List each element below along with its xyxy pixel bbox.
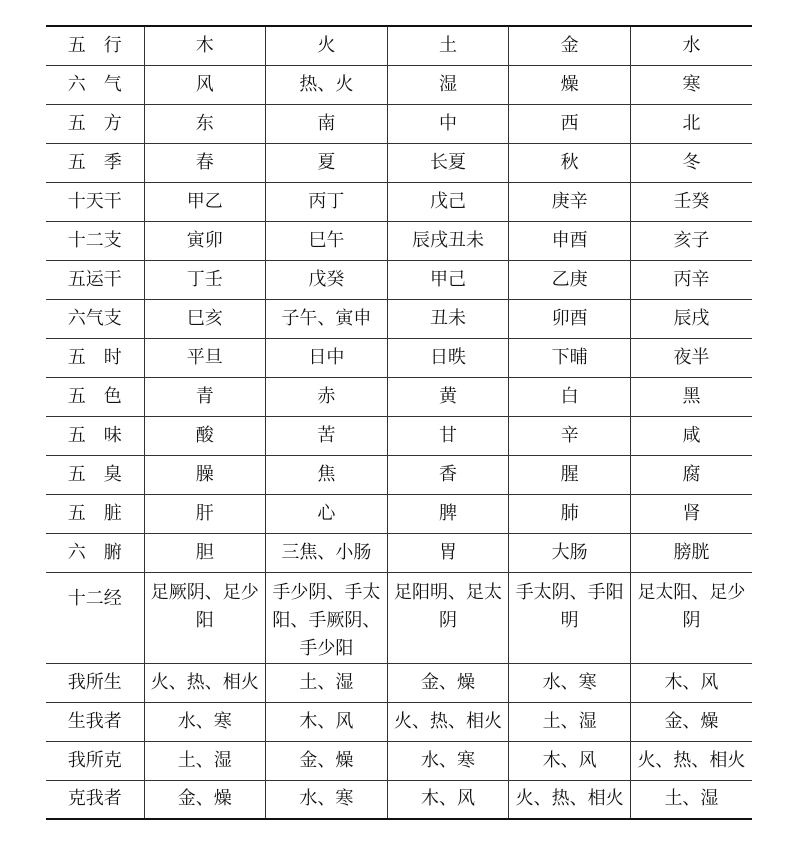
- table-cell: 金、燥: [387, 663, 509, 702]
- table-row-shitiangan: [46, 182, 752, 221]
- table-body: [46, 26, 752, 819]
- table-cell: 辛: [509, 416, 631, 455]
- table-cell: 火: [266, 26, 388, 65]
- table-cell: 火、热、相火: [630, 741, 752, 780]
- table-cell: 金、燥: [630, 702, 752, 741]
- table-cell: 丙辛: [630, 260, 752, 299]
- table-cell: 胆: [144, 533, 266, 572]
- table-cell: 酸: [144, 416, 266, 455]
- five-phases-correspondence-table: [46, 25, 752, 820]
- row-label: 六 腑: [46, 533, 144, 572]
- row-label: 六气支: [46, 299, 144, 338]
- table-cell: 大肠: [509, 533, 631, 572]
- table-row-wuji: [46, 143, 752, 182]
- table-cell: 土、湿: [266, 663, 388, 702]
- table-cell: 足太阳、足少阴: [630, 572, 752, 663]
- table-cell: 巳亥: [144, 299, 266, 338]
- table-cell: 亥子: [630, 221, 752, 260]
- table-cell: 寅卯: [144, 221, 266, 260]
- table-cell: 辰戌: [630, 299, 752, 338]
- table-row-shierzhi: [46, 221, 752, 260]
- table-cell: 水、寒: [266, 780, 388, 819]
- table-cell: 青: [144, 377, 266, 416]
- table-cell: 焦: [266, 455, 388, 494]
- row-label: 十天干: [46, 182, 144, 221]
- table-cell: 下晡: [509, 338, 631, 377]
- table-row-wufang: [46, 104, 752, 143]
- table-cell: 风: [144, 65, 266, 104]
- table-cell: 申酉: [509, 221, 631, 260]
- table-cell: 庚辛: [509, 182, 631, 221]
- table-cell: 肺: [509, 494, 631, 533]
- table-cell: 木、风: [266, 702, 388, 741]
- table-cell: 长夏: [387, 143, 509, 182]
- table-cell: 冬: [630, 143, 752, 182]
- table-cell: 土、湿: [144, 741, 266, 780]
- table-cell: 三焦、小肠: [266, 533, 388, 572]
- table-cell: 湿: [387, 65, 509, 104]
- table-cell: 手太阴、手阳明: [509, 572, 631, 663]
- table-cell: 秋: [509, 143, 631, 182]
- table-cell: 日昳: [387, 338, 509, 377]
- table-cell: 春: [144, 143, 266, 182]
- table-cell: 白: [509, 377, 631, 416]
- row-label: 六 气: [46, 65, 144, 104]
- row-label: 五 行: [46, 26, 144, 65]
- table-cell: 脾: [387, 494, 509, 533]
- row-label: 五 时: [46, 338, 144, 377]
- table-row-liuqizhi: [46, 299, 752, 338]
- table-row-shierjing: [46, 572, 752, 663]
- table-cell: 火、热、相火: [387, 702, 509, 741]
- table-row-wuzang: [46, 494, 752, 533]
- table-cell: 手少阴、手太阳、手厥阴、手少阳: [266, 572, 388, 663]
- table-cell: 水、寒: [144, 702, 266, 741]
- table-row-liufu: [46, 533, 752, 572]
- table-cell: 东: [144, 104, 266, 143]
- table-row-wosuosheng: [46, 663, 752, 702]
- row-label: 我所克: [46, 741, 144, 780]
- table-cell: 甲己: [387, 260, 509, 299]
- table-cell: 金: [509, 26, 631, 65]
- table-row-wushi: [46, 338, 752, 377]
- table-cell: 南: [266, 104, 388, 143]
- table-cell: 甲乙: [144, 182, 266, 221]
- table-cell: 寒: [630, 65, 752, 104]
- row-label: 克我者: [67, 788, 122, 810]
- table-cell: 土: [387, 26, 509, 65]
- row-label: 五 臭: [46, 455, 144, 494]
- table-cell: 土、湿: [509, 702, 631, 741]
- table-cell: 水、寒: [387, 741, 509, 780]
- table-cell: 木、风: [630, 663, 752, 702]
- table-cell: 巳午: [266, 221, 388, 260]
- table-cell: 日中: [266, 338, 388, 377]
- row-label: 我所生: [46, 663, 144, 702]
- table-cell: 木、风: [387, 780, 509, 819]
- table-cell: 丙丁: [266, 182, 388, 221]
- table-cell: 臊: [144, 455, 266, 494]
- table-cell: 辰戌丑未: [387, 221, 509, 260]
- table-cell: 戊己: [387, 182, 509, 221]
- table-cell: 土、湿: [630, 780, 752, 819]
- table-cell: 热、火: [266, 65, 388, 104]
- table-cell: 肝: [144, 494, 266, 533]
- table-cell: 心: [266, 494, 388, 533]
- table-cell: 子午、寅申: [266, 299, 388, 338]
- table-row-wosuoke: [46, 741, 752, 780]
- table-cell: 戊癸: [266, 260, 388, 299]
- table-cell: 赤: [266, 377, 388, 416]
- table-cell: 苦: [266, 416, 388, 455]
- table-cell: 金、燥: [266, 741, 388, 780]
- row-label: 十二经: [46, 572, 144, 663]
- table-cell: 丑未: [387, 299, 509, 338]
- table-cell: 咸: [630, 416, 752, 455]
- table-cell: 西: [509, 104, 631, 143]
- table-cell: 膀胱: [630, 533, 752, 572]
- table-cell: 卯酉: [509, 299, 631, 338]
- table-cell: 腐: [630, 455, 752, 494]
- table-cell: 乙庚: [509, 260, 631, 299]
- table-cell: 中: [387, 104, 509, 143]
- table-cell: 壬癸: [630, 182, 752, 221]
- table-cell: 夏: [266, 143, 388, 182]
- row-label: 五 脏: [46, 494, 144, 533]
- table-cell: 香: [387, 455, 509, 494]
- table-cell: 丁壬: [144, 260, 266, 299]
- table-cell: 肾: [630, 494, 752, 533]
- row-label: 五 色: [46, 377, 144, 416]
- table-cell: 甘: [387, 416, 509, 455]
- table-cell: 足阳明、足太阴: [387, 572, 509, 663]
- table-row-liuqi: [46, 65, 752, 104]
- table-row-wuwei: [46, 416, 752, 455]
- row-label: 五 方: [46, 104, 144, 143]
- table-cell: 火、热、相火: [509, 780, 631, 819]
- table-row-wuse: [46, 377, 752, 416]
- table-row-shengwozhe: [46, 702, 752, 741]
- table-cell: 水: [630, 26, 752, 65]
- table-cell: 北: [630, 104, 752, 143]
- table-cell: 木: [144, 26, 266, 65]
- correspondence-table-container: [46, 25, 752, 820]
- table-cell: 金、燥: [144, 780, 266, 819]
- table-row-wuyungan: [46, 260, 752, 299]
- table-cell: 腥: [509, 455, 631, 494]
- table-cell: 平旦: [144, 338, 266, 377]
- table-cell: 夜半: [630, 338, 752, 377]
- table-cell: 火、热、相火: [144, 663, 266, 702]
- row-label: 五运干: [46, 260, 144, 299]
- row-label: 五 味: [46, 416, 144, 455]
- row-label: 十二支: [46, 221, 144, 260]
- table-cell: 黑: [630, 377, 752, 416]
- table-cell: 足厥阴、足少阳: [144, 572, 266, 663]
- row-label: 五 季: [46, 143, 144, 182]
- table-cell: 燥: [509, 65, 631, 104]
- table-cell: 黄: [387, 377, 509, 416]
- table-row-kewozhe: [46, 780, 752, 819]
- table-cell: 胃: [387, 533, 509, 572]
- table-row-wuxiu: [46, 455, 752, 494]
- table-cell: 木、风: [509, 741, 631, 780]
- table-cell: 水、寒: [509, 663, 631, 702]
- table-row-wuxing: [46, 26, 752, 65]
- row-label: 生我者: [46, 702, 144, 741]
